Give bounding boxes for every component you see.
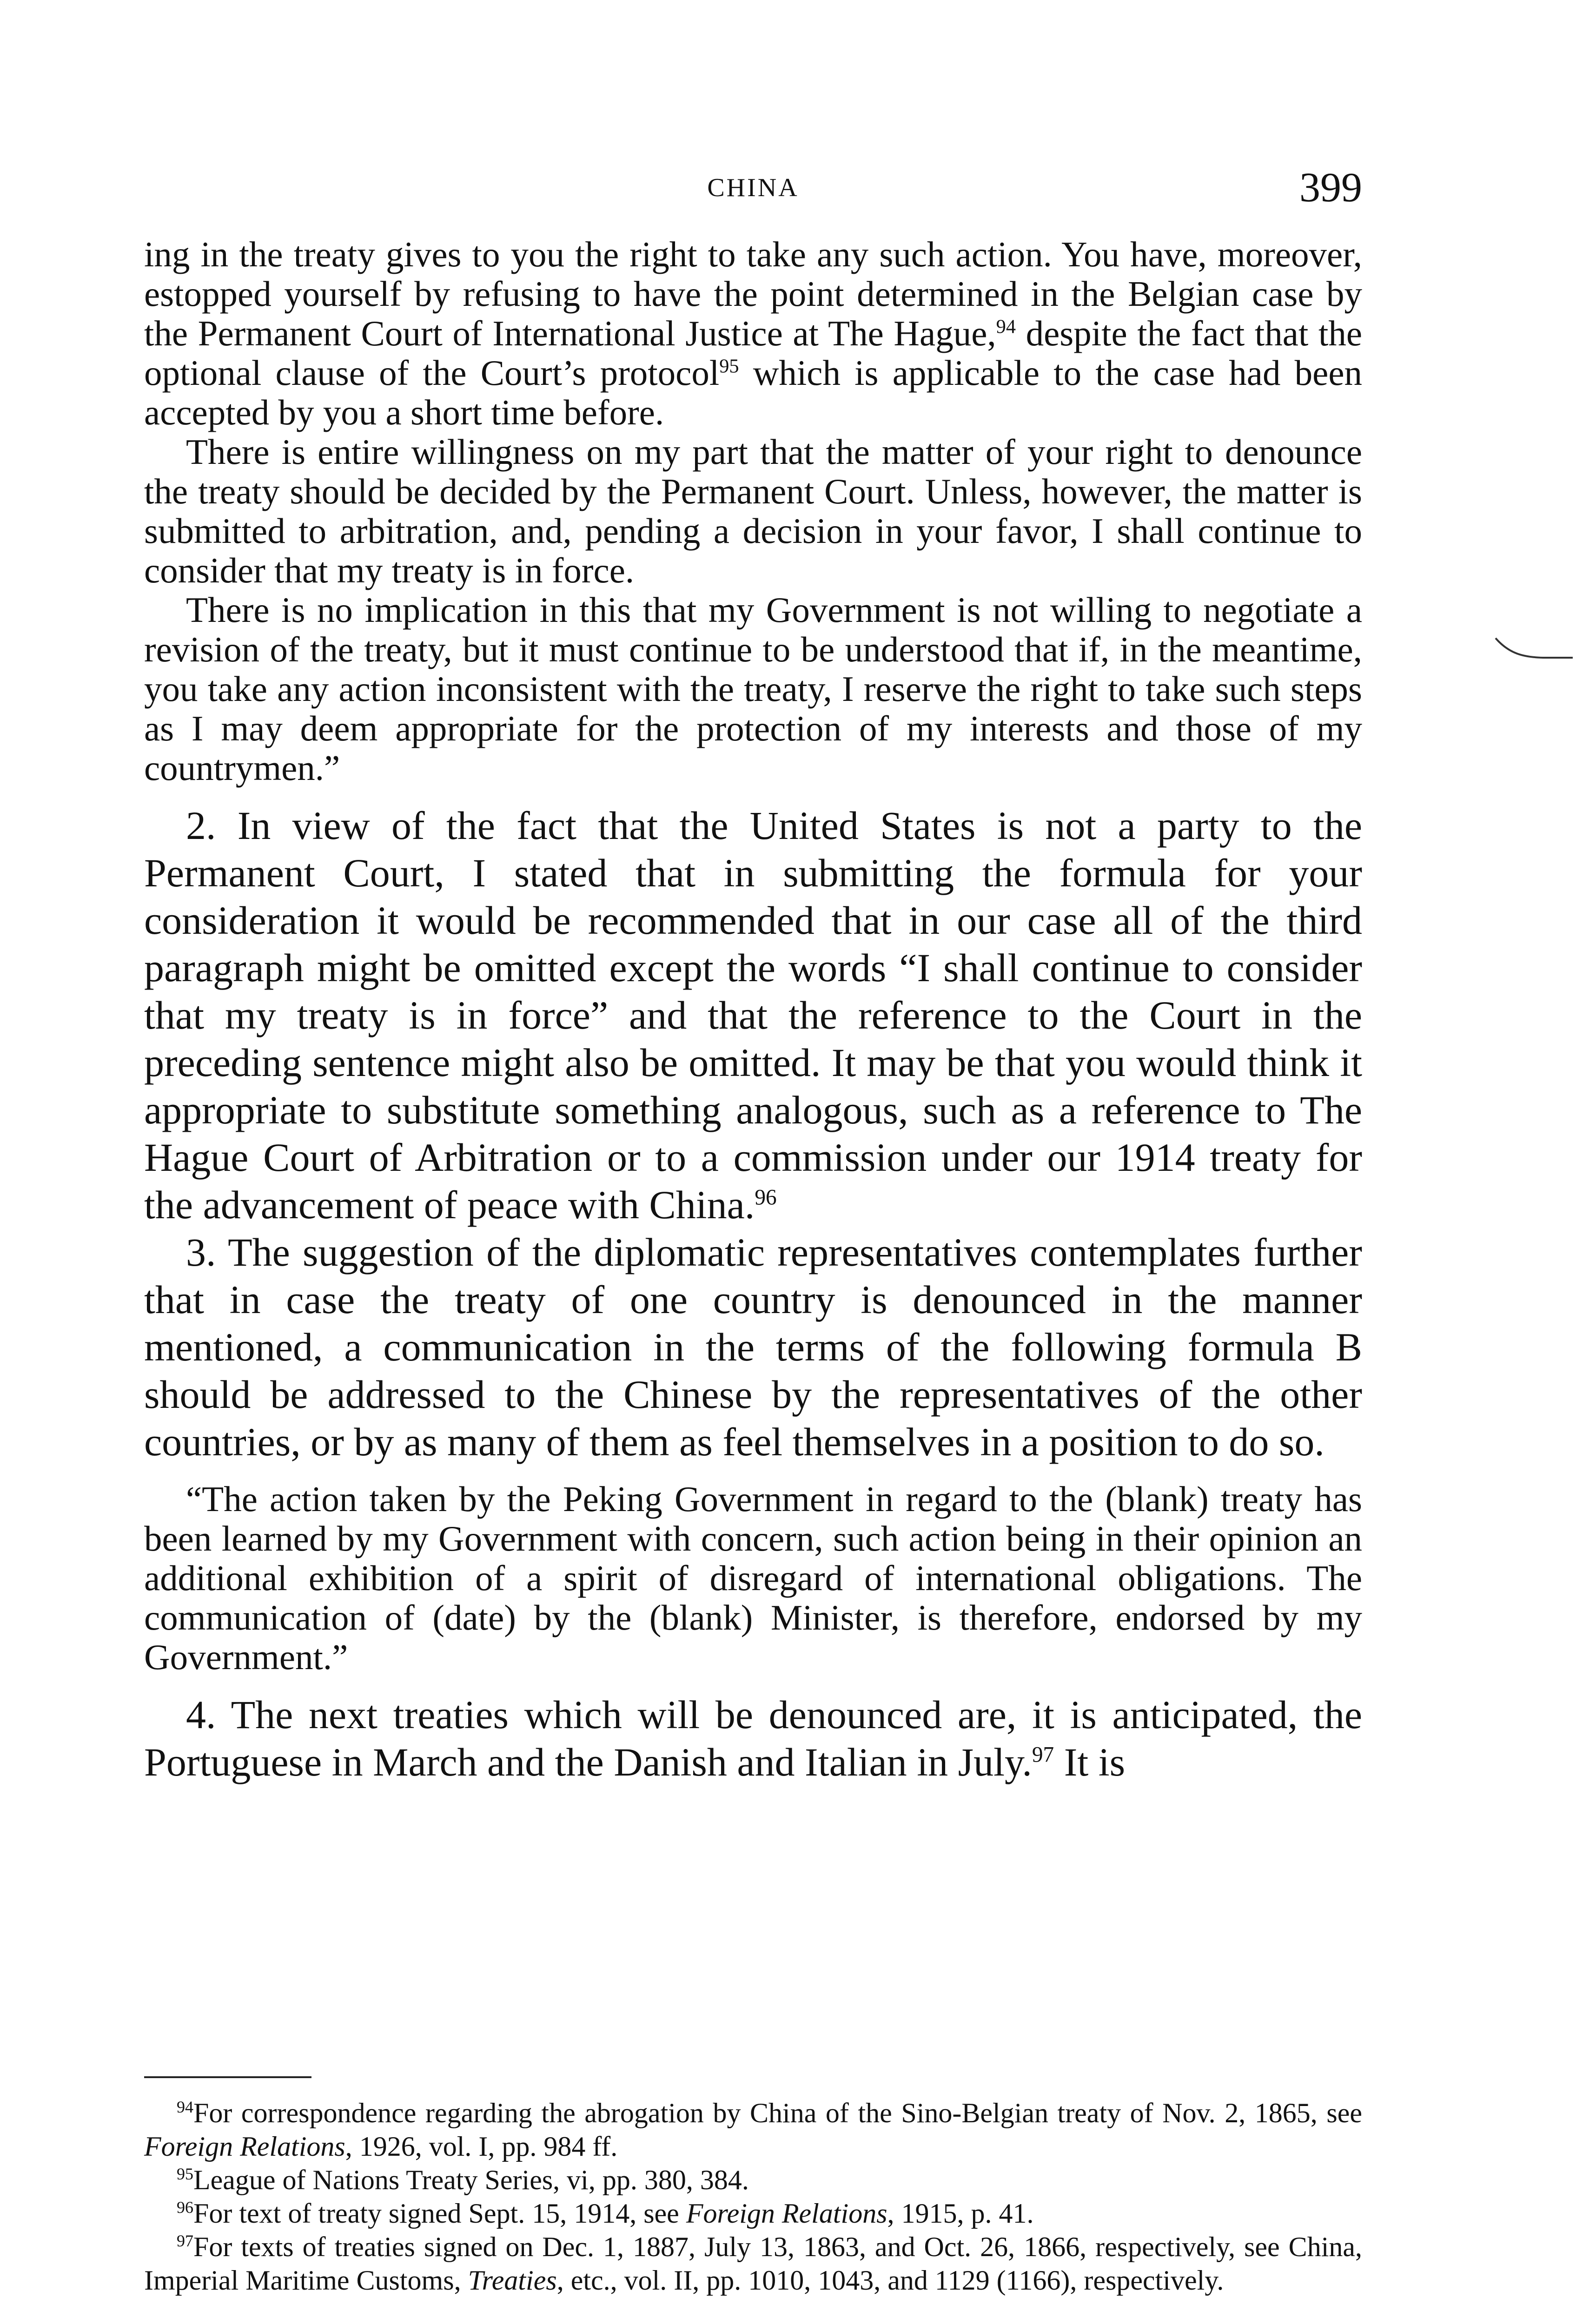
footnote-ref-95[interactable]: 95: [719, 355, 739, 377]
footnote-text: For texts of treaties signed on Dec. 1, 1887, July 13, 1863, and Oct. 26, 1866, respectively, see China, Imperial Maritime Customs,: [144, 2232, 1362, 2296]
footnote-97: [144, 2230, 1362, 2297]
footnote-94: [144, 2096, 1362, 2163]
footnote-title: Foreign Relations: [686, 2198, 887, 2229]
paragraph-4: [144, 1691, 1362, 1786]
footnote-text: For text of treaty signed Sept. 15, 1914, see: [193, 2198, 686, 2229]
margin-mark-icon: [1495, 634, 1574, 662]
footnote-ref-97[interactable]: 97: [1032, 1743, 1054, 1767]
footnote-95: [144, 2163, 1362, 2197]
footnote-ref-94[interactable]: 94: [996, 316, 1016, 338]
footnote-mark: 96: [177, 2198, 193, 2217]
paragraph-text: 2. In view of the fact that the United States is not a party to the Permanent Court, I stated that in submitting the formula for your consideration it would be recommended that in our case all of the third paragraph might be omitted except the words “I shall continue to consider that my treaty is in force” and that the reference to the Court in the preceding sentence might also be omitted. It may be that you would think it appropriate to substitute something analogous, such as a reference to The Hague Court of Arbitration or to a commission under our 1914 treaty for the advancement of peace with China.: [144, 803, 1362, 1227]
quote-text: which is applicable to the case had been accepted by you a short time before.: [144, 353, 1362, 432]
footnote-rule: [144, 2076, 311, 2078]
paragraph-3: 3. The suggestion of the diplomatic representatives contemplates further that in case the treaty of one country is denounced in the manner mentioned, a communication in the terms of the following formula B should be addressed to the Chinese by the representatives of the other countries, or by as many of them as feel themselves in a position to do so.: [144, 1230, 1362, 1464]
quote-formula-b: “The action taken by the Peking Government in regard to the (blank) treaty has been learned by my Government with concern, such action being in their opinion an additional exhibition of a spirit of disregard of international obligations. The communication of (date) by the (blank) Minister, is therefore, endorsed by my Government.”: [144, 1479, 1362, 1677]
footnote-text: League of Nations Treaty Series, vi, pp. 380, 384.: [193, 2165, 749, 2195]
paragraph-2: [144, 802, 1362, 1228]
footnote-mark: 97: [177, 2232, 193, 2250]
running-title: CHINA: [707, 173, 799, 202]
footnote-title: Treaties: [468, 2265, 557, 2296]
paragraph-text: It is: [1054, 1740, 1126, 1784]
quote-text: despite the fact that the optional clause of the Court’s protocol: [144, 313, 1363, 393]
footnote-text: , etc., vol. II, pp. 1010, 1043, and 1129 (1166), respectively.: [556, 2265, 1224, 2296]
quote-text: ing in the treaty gives to you the right to take any such action. You have, moreover, estopped yourself by refusing to have the point determined in the Belgian case by the Permanent Court of International Justice at The Hague,: [144, 234, 1362, 353]
footnote-text: , 1915, p. 41.: [887, 2198, 1034, 2229]
footnote-96: [144, 2197, 1362, 2230]
page-number: 399: [1299, 165, 1362, 211]
footnote-text: For correspondence regarding the abrogation by China of the Sino-Belgian treaty of Nov. 2, 1865, see: [193, 2098, 1362, 2128]
footnote-mark: 94: [177, 2098, 193, 2116]
quote-paragraph-2: There is entire willingness on my part that the matter of your right to denounce the treaty should be decided by the Permanent Court. Unless, however, the matter is submitted to arbitration, and, pending a decision in your favor, I shall continue to consider that my treaty is in force.: [144, 432, 1362, 590]
footnote-text: , 1926, vol. I, pp. 984 ff.: [345, 2131, 618, 2162]
footnote-mark: 95: [177, 2165, 193, 2183]
quote-paragraph-1: [144, 235, 1362, 432]
footnotes: [144, 2096, 1362, 2297]
running-head: [144, 164, 1362, 215]
quote-paragraph-3: There is no implication in this that my Government is not willing to negotiate a revision of the treaty, but it must continue to be understood that if, in the meantime, you take any action inconsistent with the treaty, I reserve the right to take such steps as I may deem appropriate for the protection of my interests and those of my countrymen.”: [144, 590, 1362, 788]
footnote-ref-96[interactable]: 96: [755, 1185, 777, 1210]
paragraph-text: 4. The next treaties which will be denounced are, it is anticipated, the Portuguese in March and the Danish and Italian in July.: [144, 1692, 1362, 1784]
footnote-title: Foreign Relations: [144, 2131, 345, 2162]
body-text: [144, 235, 1362, 1786]
